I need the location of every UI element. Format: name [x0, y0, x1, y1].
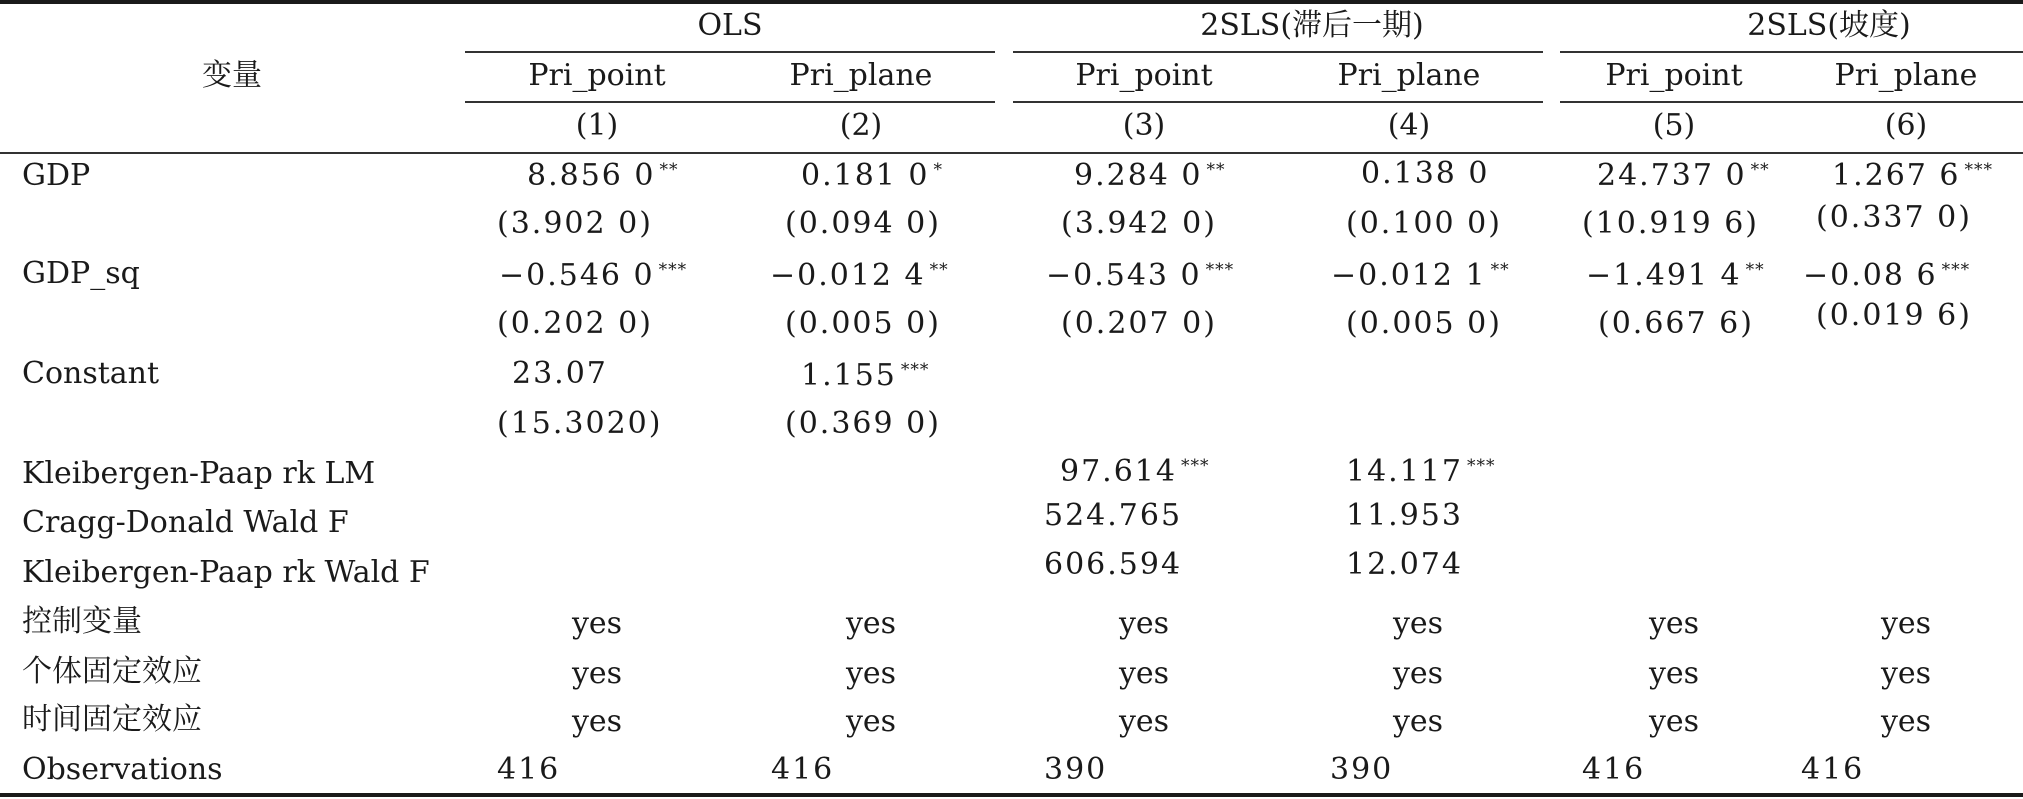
depvar-5: Pri_point	[1605, 58, 1743, 93]
group-2sls-slope: 2SLS(坡度)	[1747, 8, 1911, 43]
gdp-coef-6: 1.267 6 ***	[1832, 158, 1994, 193]
obs-value-6: 416	[1801, 752, 1865, 787]
cd-f-value-4: 11.953	[1346, 498, 1463, 533]
kp-lm-value-4: 14.117 ***	[1346, 454, 1496, 489]
kp-f-value-4: 12.074	[1346, 547, 1463, 582]
indiv-fe-value-4: yes	[1392, 656, 1444, 691]
row-label-kp-f: Kleibergen-Paap rk Wald F	[22, 555, 430, 590]
top-rule	[0, 0, 2023, 4]
depvar-rule-2	[1013, 101, 1543, 103]
row-label-constant: Constant	[22, 356, 160, 391]
col-number-1: (1)	[575, 108, 619, 143]
gdp-se-3: (3.942 0)	[1061, 206, 1217, 241]
row-label-time-fe: 时间固定效应	[22, 702, 202, 737]
controls-value-4: yes	[1392, 606, 1444, 641]
row-label-kp-lm: Kleibergen-Paap rk LM	[22, 456, 376, 491]
indiv-fe-value-1: yes	[571, 656, 623, 691]
depvar-rule-3	[1560, 101, 2023, 103]
gdp-coef-4: 0.138 0	[1361, 156, 1490, 191]
time-fe-value-4: yes	[1392, 704, 1444, 739]
obs-value-2: 416	[771, 752, 835, 787]
gdp-se-1: (3.902 0)	[497, 206, 653, 241]
row-label-cd-f: Cragg-Donald Wald F	[22, 505, 349, 540]
2sls-slope-group-rule	[1560, 51, 2023, 53]
bottom-rule	[0, 793, 2023, 797]
gdp-sq-coef-6: −0.08 6 ***	[1803, 258, 1971, 293]
gdp-sq-coef-1: −0.546 0 ***	[499, 258, 688, 293]
indiv-fe-value-2: yes	[845, 656, 897, 691]
constant-se-2: (0.369 0)	[785, 406, 941, 441]
col-number-6: (6)	[1884, 108, 1928, 143]
time-fe-value-2: yes	[845, 704, 897, 739]
gdp-coef-3: 9.284 0 **	[1074, 158, 1226, 193]
controls-value-1: yes	[571, 606, 623, 641]
time-fe-value-1: yes	[571, 704, 623, 739]
row-label-indiv-fe: 个体固定效应	[22, 654, 202, 689]
gdp-se-4: (0.100 0)	[1346, 206, 1502, 241]
gdp-sq-se-2: (0.005 0)	[785, 306, 941, 341]
constant-se-1: (15.3020)	[497, 406, 663, 441]
ols-group-rule	[465, 51, 995, 53]
gdp-se-5: (10.919 6)	[1582, 206, 1760, 241]
gdp-sq-se-5: (0.667 6)	[1598, 306, 1754, 341]
obs-value-4: 390	[1330, 752, 1394, 787]
gdp-sq-coef-4: −0.012 1 **	[1331, 258, 1510, 293]
obs-value-1: 416	[497, 752, 561, 787]
gdp-sq-coef-3: −0.543 0 ***	[1046, 258, 1235, 293]
col-number-3: (3)	[1122, 108, 1166, 143]
indiv-fe-value-6: yes	[1880, 656, 1932, 691]
indiv-fe-value-5: yes	[1648, 656, 1700, 691]
gdp-sq-se-4: (0.005 0)	[1346, 306, 1502, 341]
depvar-rule-1	[465, 101, 995, 103]
indiv-fe-value-3: yes	[1118, 656, 1170, 691]
header-bottom-rule	[0, 152, 2023, 154]
controls-value-2: yes	[845, 606, 897, 641]
col-number-5: (5)	[1652, 108, 1696, 143]
group-ols: OLS	[697, 8, 763, 43]
gdp-coef-2: 0.181 0 *	[801, 158, 944, 193]
time-fe-value-5: yes	[1648, 704, 1700, 739]
2sls-lag-group-rule	[1013, 51, 1543, 53]
col-number-2: (2)	[839, 108, 883, 143]
controls-value-3: yes	[1118, 606, 1170, 641]
depvar-6: Pri_plane	[1834, 58, 1978, 93]
depvar-1: Pri_point	[528, 58, 666, 93]
gdp-sq-se-6: (0.019 6)	[1816, 298, 1972, 333]
variable-header: 变量	[202, 58, 262, 93]
depvar-4: Pri_plane	[1337, 58, 1481, 93]
row-label-gdp-sq: GDP_sq	[22, 256, 140, 291]
gdp-se-2: (0.094 0)	[785, 206, 941, 241]
depvar-3: Pri_point	[1075, 58, 1213, 93]
row-label-gdp: GDP	[22, 158, 91, 193]
controls-value-6: yes	[1880, 606, 1932, 641]
constant-coef-1: 23.07	[512, 356, 608, 391]
gdp-sq-se-3: (0.207 0)	[1061, 306, 1217, 341]
controls-value-5: yes	[1648, 606, 1700, 641]
gdp-sq-coef-2: −0.012 4 **	[770, 258, 949, 293]
gdp-coef-1: 8.856 0 **	[527, 158, 679, 193]
cd-f-value-3: 524.765	[1044, 498, 1183, 533]
depvar-2: Pri_plane	[789, 58, 933, 93]
gdp-coef-5: 24.737 0 **	[1597, 158, 1770, 193]
time-fe-value-3: yes	[1118, 704, 1170, 739]
gdp-se-6: (0.337 0)	[1816, 200, 1972, 235]
obs-value-3: 390	[1044, 752, 1108, 787]
time-fe-value-6: yes	[1880, 704, 1932, 739]
row-label-controls: 控制变量	[22, 604, 142, 639]
gdp-sq-coef-5: −1.491 4 **	[1586, 258, 1765, 293]
constant-coef-2: 1.155 ***	[801, 358, 930, 393]
col-number-4: (4)	[1387, 108, 1431, 143]
row-label-observations: Observations	[22, 752, 223, 787]
gdp-sq-se-1: (0.202 0)	[497, 306, 653, 341]
kp-lm-value-3: 97.614 ***	[1060, 454, 1210, 489]
obs-value-5: 416	[1582, 752, 1646, 787]
group-2sls-lag: 2SLS(滞后一期)	[1200, 8, 1424, 43]
kp-f-value-3: 606.594	[1044, 547, 1183, 582]
